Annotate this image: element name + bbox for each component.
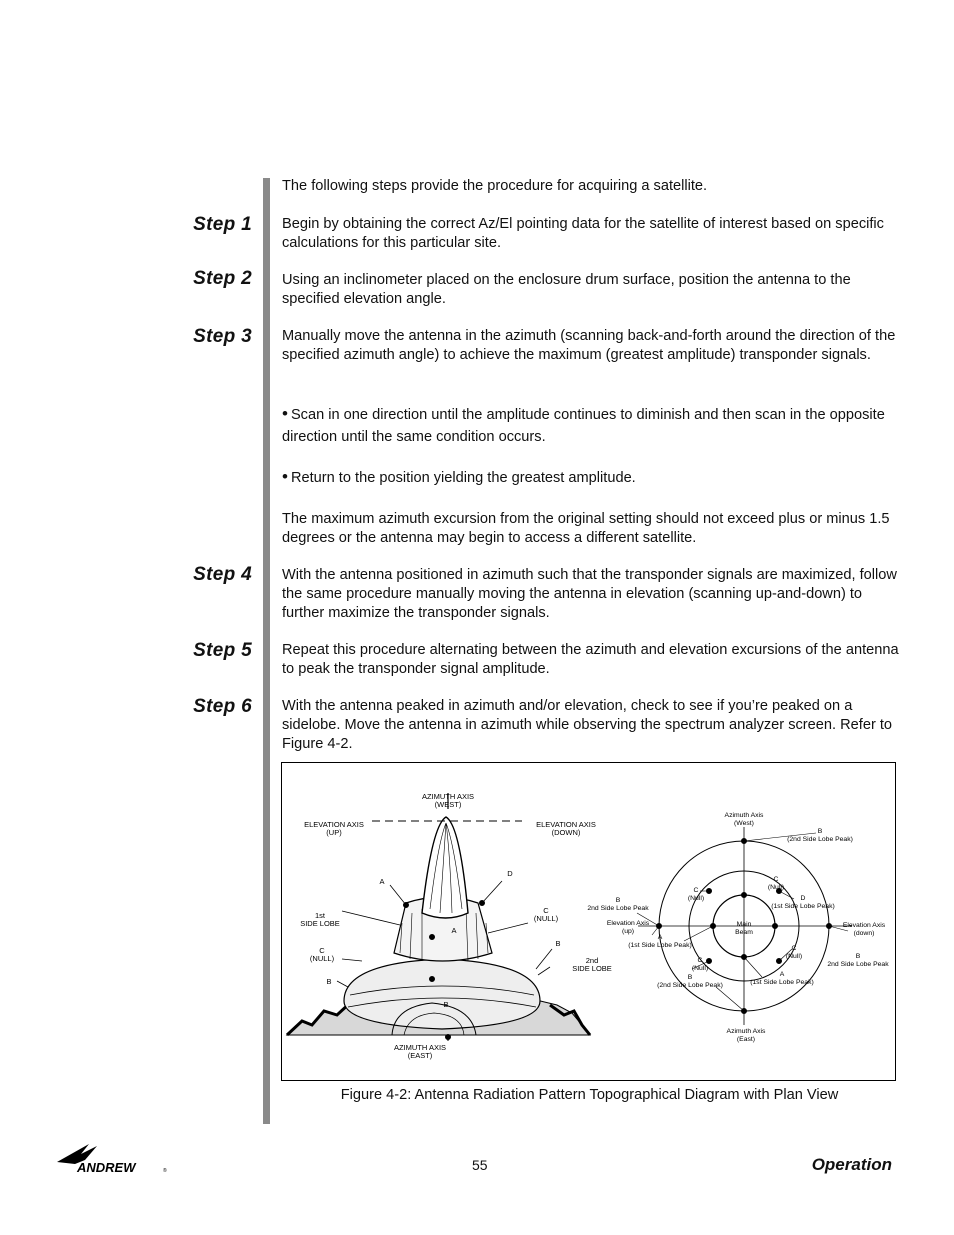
- step-5-text: Repeat this procedure alternating between the azimuth and elevation excursions of the antenna to peak the transponder signal amplitude.: [282, 642, 899, 677]
- svg-text:(up): (up): [621, 928, 635, 935]
- svg-text:B: B: [687, 974, 693, 981]
- svg-text:C: C: [693, 887, 699, 894]
- svg-text:Main: Main: [736, 921, 752, 928]
- svg-text:(1st Side Lobe Peak): (1st Side Lobe Peak): [750, 979, 814, 986]
- svg-text:C: C: [773, 876, 779, 883]
- svg-text:ANDREW: ANDREW: [77, 1160, 136, 1175]
- svg-text:(Null): (Null): [691, 965, 709, 972]
- step-2-text: Using an inclinometer placed on the enclosure drum surface, position the antenna to the specified elevation angle.: [282, 272, 851, 307]
- step-1-label: Step 1: [193, 214, 252, 235]
- svg-text:C: C: [543, 906, 549, 915]
- svg-text:(West): (West): [734, 820, 754, 827]
- svg-text:2nd Side Lobe Peak: 2nd Side Lobe Peak: [827, 961, 889, 968]
- step-4-text: With the antenna positioned in azimuth such that the transponder signals are maximized, follow the same procedure manually moving the antenna in elevation (scanning up-and-down) to further maximize the transponder signals.: [282, 567, 897, 621]
- svg-text:C: C: [791, 945, 797, 952]
- step-6-text: With the antenna peaked in azimuth and/or elevation, check to see if you’re peaked on a sidelobe. Move the antenna in azimuth while observing the spectrum analyzer screen. Refer to Figure 4-2.: [282, 698, 893, 752]
- step-6-label: Step 6: [193, 696, 252, 717]
- svg-text:ELEVATION AXIS: ELEVATION AXIS: [536, 820, 596, 829]
- svg-text:A: A: [779, 971, 785, 978]
- bullet-icon: •: [282, 404, 288, 423]
- svg-text:(1st Side Lobe Peak): (1st Side Lobe Peak): [771, 903, 835, 910]
- svg-text:B: B: [615, 897, 621, 904]
- page-number: 55: [472, 1157, 488, 1173]
- radiation-pattern-diagram: [282, 763, 894, 1079]
- svg-text:B: B: [555, 939, 561, 948]
- intro-text: The following steps provide the procedure for acquiring a satellite.: [282, 178, 708, 194]
- svg-text:(EAST): (EAST): [407, 1051, 433, 1060]
- andrew-logo: [55, 1138, 175, 1183]
- bullet-icon: •: [282, 467, 288, 486]
- svg-text:Azimuth Axis: Azimuth Axis: [724, 812, 764, 819]
- step-3-bullet-1: • Scan in one direction until the amplitude continues to diminish and then scan in the opposite direction until the same condition occurs.: [282, 404, 885, 445]
- svg-text:SIDE LOBE: SIDE LOBE: [572, 964, 612, 973]
- svg-text:(Null): (Null): [785, 953, 803, 960]
- svg-text:(DOWN): (DOWN): [551, 828, 581, 837]
- step-3-label: Step 3: [193, 326, 252, 347]
- step-3-text: Manually move the antenna in the azimuth (scanning back-and-forth around the direction of the specified azimuth angle) to achieve the maximum (greatest amplitude) transponder signals.: [282, 328, 896, 363]
- figure-4-2: [281, 762, 896, 1081]
- svg-text:2nd Side Lobe Peak: 2nd Side Lobe Peak: [587, 905, 649, 912]
- svg-text:B: B: [817, 828, 823, 835]
- svg-text:A: A: [657, 934, 663, 941]
- svg-text:(NULL): (NULL): [309, 954, 335, 963]
- lightning-bolt-icon: [55, 1138, 175, 1178]
- svg-text:B: B: [443, 1000, 449, 1009]
- svg-text:B: B: [855, 953, 861, 960]
- svg-text:2nd: 2nd: [585, 956, 599, 965]
- figure-caption: Figure 4-2: Antenna Radiation Pattern Topographical Diagram with Plan View: [340, 1087, 839, 1103]
- section-title: Operation: [811, 1155, 892, 1174]
- svg-text:D: D: [800, 895, 806, 902]
- svg-text:(Null): (Null): [767, 884, 785, 891]
- svg-text:AZIMUTH AXIS: AZIMUTH AXIS: [421, 792, 475, 801]
- step-1-text: Begin by obtaining the correct Az/El pointing data for the satellite of interest based on specific calculations for this particular site.: [282, 216, 884, 251]
- svg-text:(1st Side Lobe Peak): (1st Side Lobe Peak): [628, 942, 692, 949]
- svg-text:(2nd Side Lobe Peak): (2nd Side Lobe Peak): [657, 982, 723, 989]
- svg-text:D: D: [507, 869, 513, 878]
- margin-bar: [263, 178, 270, 1124]
- svg-text:B: B: [326, 977, 332, 986]
- svg-text:SIDE LOBE: SIDE LOBE: [300, 919, 340, 928]
- step-3-note: The maximum azimuth excursion from the original setting should not exceed plus or minus 1.5 degrees or the antenna may begin to access a different satellite.: [282, 511, 890, 546]
- svg-text:C: C: [319, 946, 325, 955]
- step-3-bullet-2: • Return to the position yielding the greatest amplitude.: [282, 467, 636, 486]
- svg-text:A: A: [379, 877, 385, 886]
- svg-text:(2nd Side Lobe Peak): (2nd Side Lobe Peak): [787, 836, 853, 843]
- svg-text:Azimuth Axis: Azimuth Axis: [726, 1028, 766, 1035]
- svg-text:1st: 1st: [314, 911, 326, 920]
- svg-text:AZIMUTH AXIS: AZIMUTH AXIS: [393, 1043, 447, 1052]
- svg-text:(Null): (Null): [687, 895, 705, 902]
- svg-text:(NULL): (NULL): [533, 914, 559, 923]
- svg-text:A: A: [451, 926, 457, 935]
- svg-text:Elevation Axis: Elevation Axis: [842, 922, 886, 929]
- step-4-label: Step 4: [193, 564, 252, 585]
- step-2-label: Step 2: [193, 268, 252, 289]
- svg-text:C: C: [697, 957, 703, 964]
- svg-text:(down): (down): [853, 930, 875, 937]
- svg-text:Elevation Axis: Elevation Axis: [606, 920, 650, 927]
- step-5-label: Step 5: [193, 640, 252, 661]
- svg-text:(UP): (UP): [326, 828, 342, 837]
- svg-text:ELEVATION AXIS: ELEVATION AXIS: [304, 820, 364, 829]
- plan-view-labels: [587, 812, 889, 1043]
- svg-text:(WEST): (WEST): [434, 800, 462, 809]
- svg-text:®: ®: [163, 1168, 167, 1174]
- svg-text:(East): (East): [736, 1036, 756, 1043]
- svg-text:Beam: Beam: [735, 929, 753, 936]
